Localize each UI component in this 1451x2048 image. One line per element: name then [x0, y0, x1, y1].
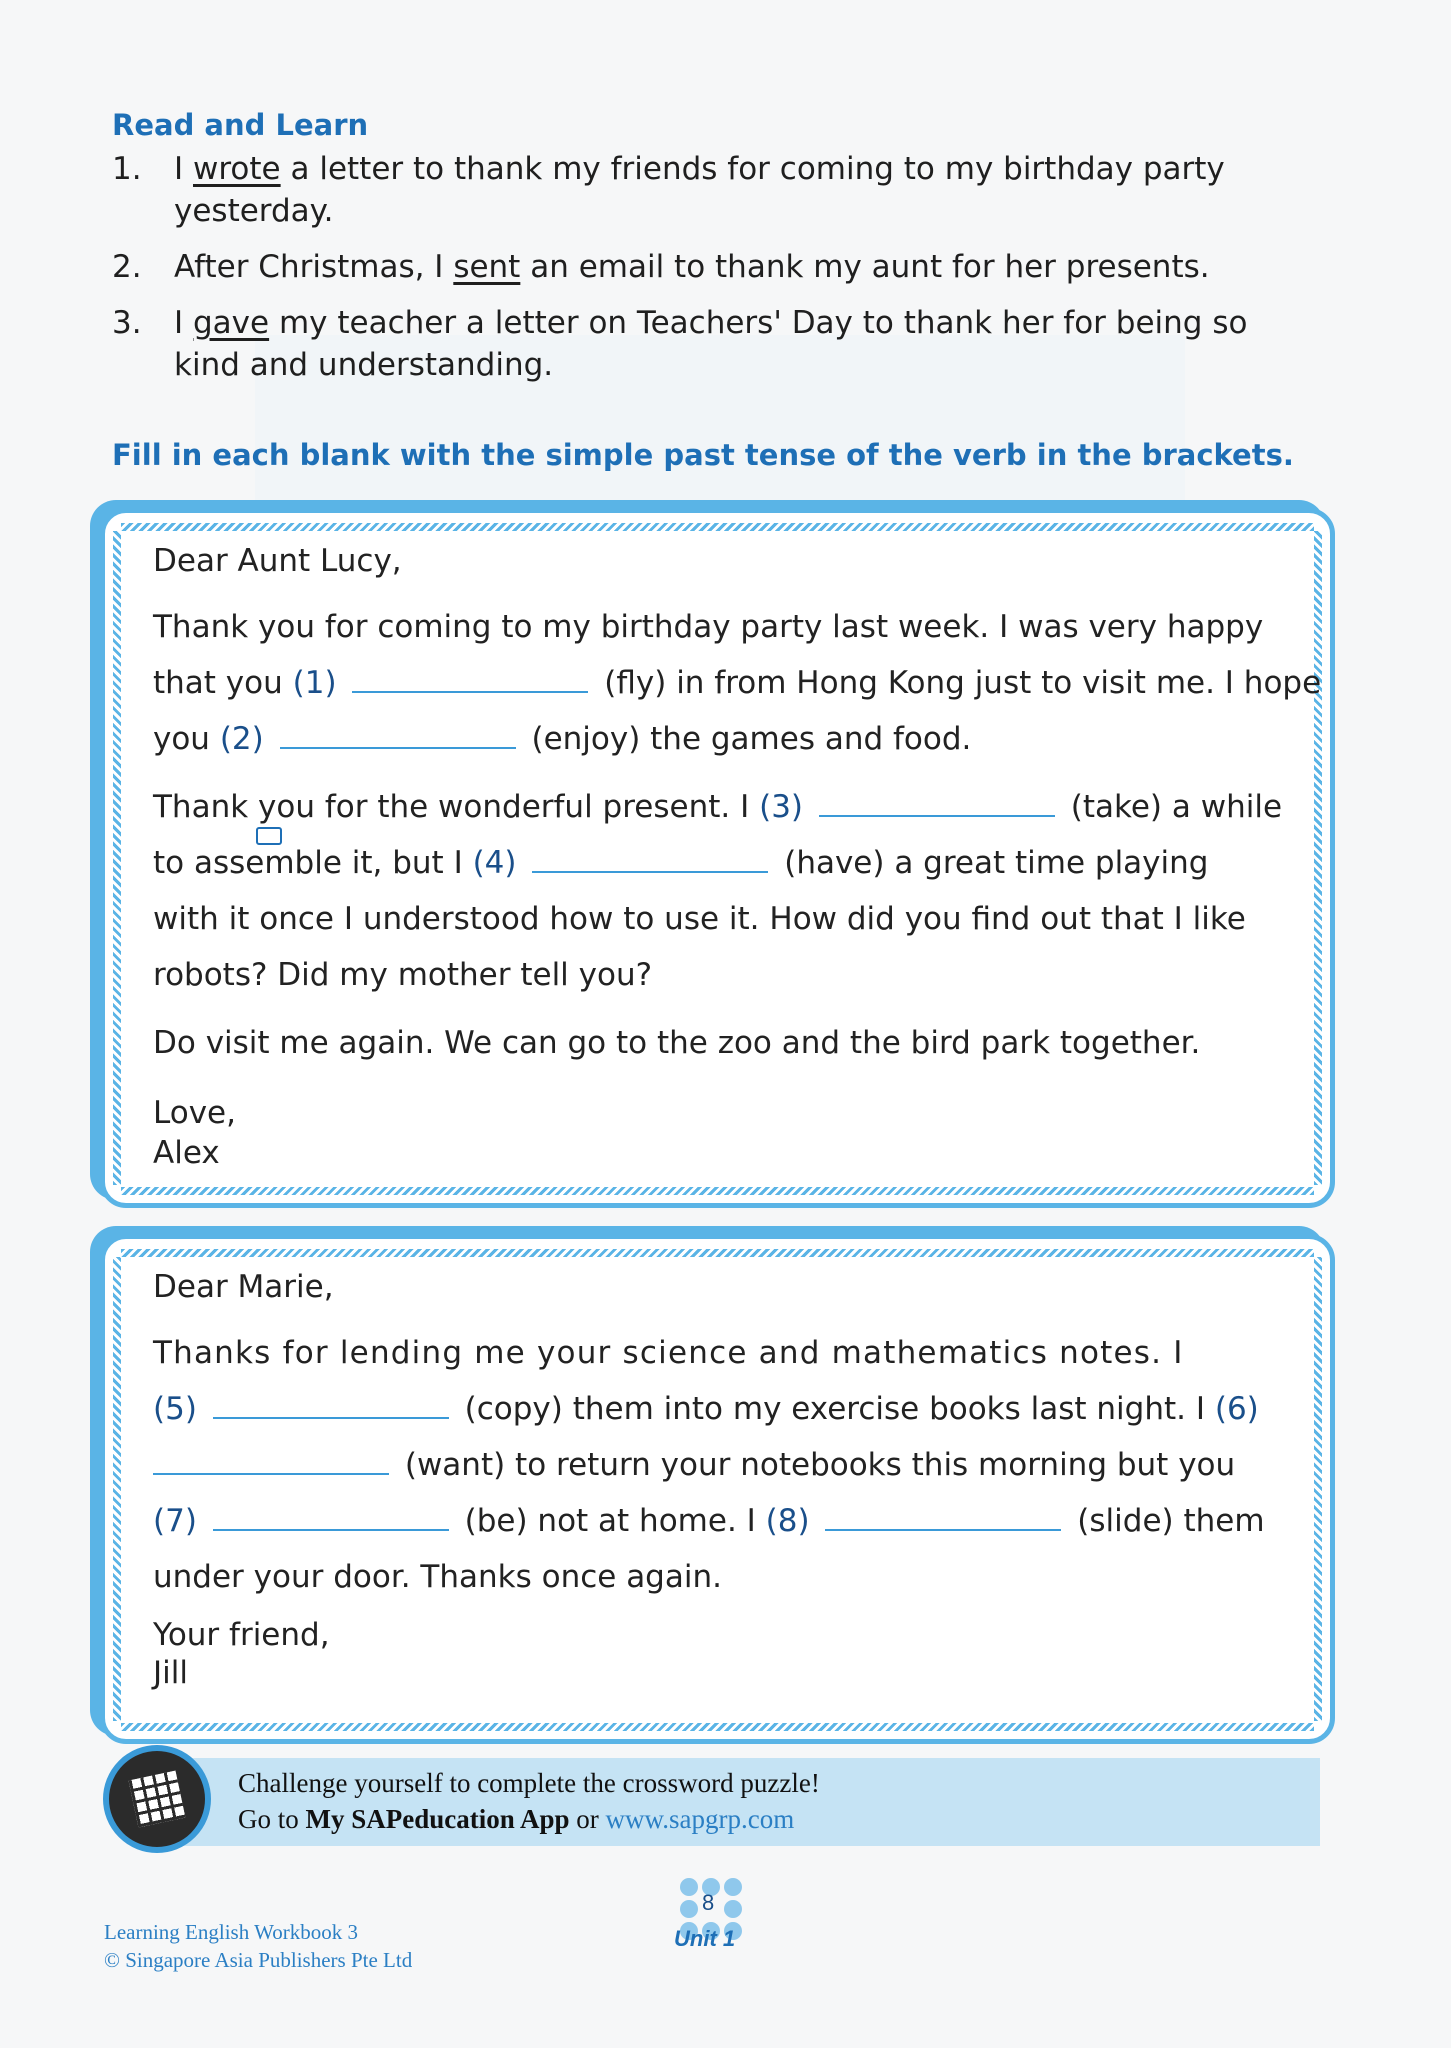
- answer-blank-3[interactable]: [819, 789, 1055, 817]
- blank-number: (8): [765, 1503, 810, 1539]
- learn-item: 2. After Christmas, I sent an email to thank my aunt for her presents.: [112, 249, 1210, 285]
- website-link[interactable]: www.sapgrp.com: [605, 1804, 795, 1834]
- blank-number: (3): [759, 789, 804, 825]
- blank-number: (7): [153, 1503, 197, 1539]
- answer-blank-2[interactable]: [280, 721, 516, 749]
- page-number: 8: [702, 1890, 715, 1915]
- blank-number: (5): [153, 1391, 197, 1427]
- answer-blank-7[interactable]: [213, 1503, 449, 1531]
- blank-number: (2): [219, 721, 264, 757]
- letter-greeting: Dear Aunt Lucy,: [153, 543, 402, 579]
- copyright: © Singapore Asia Publishers Pte Ltd: [104, 1948, 413, 1972]
- read-and-learn-list: [112, 148, 1322, 400]
- blank-number: (4): [472, 845, 517, 881]
- past-tense-verb: wrote: [193, 151, 281, 187]
- pen-mark-icon: [256, 827, 282, 845]
- letter-closing: Your friend,: [153, 1617, 330, 1653]
- app-name: My SAPeducation App: [305, 1804, 570, 1834]
- answer-blank-5[interactable]: [213, 1391, 449, 1419]
- unit-label: Unit 1: [674, 1926, 736, 1951]
- blank-number: (1): [292, 665, 337, 701]
- letter-box-aunt-lucy: Dear Aunt Lucy, Thank you for coming to my birthday party last week. I was very happy that you (1) (fly) in from Hong Kong just to visit me. I hope you (2) (enjoy) the games and food. Thank you for the wonderful present. I (3) (take) a while to assemble it, but I (4) (have) a great time playing with it once I understood how to use it. How did you find out that I like robots? Did my mother tell you? Do visit me again. We can go to the zoo and the bird park together. Love, Alex: [100, 508, 1335, 1208]
- footer-credits: [104, 1918, 412, 1974]
- book-title: Learning English Workbook 3: [104, 1920, 358, 1944]
- past-tense-verb: gave: [193, 305, 270, 341]
- blank-number: (6): [1214, 1391, 1259, 1427]
- section-title: Read and Learn: [112, 108, 369, 142]
- answer-blank-6[interactable]: [153, 1447, 389, 1475]
- letter-closing: Love,: [153, 1095, 236, 1131]
- letter-greeting: Dear Marie,: [153, 1269, 334, 1305]
- letter-signature: Jill: [153, 1655, 188, 1691]
- letter-signature: Alex: [153, 1135, 220, 1171]
- learn-item: 1. I wrote a letter to thank my friends for coming to my birthday party yesterday.: [112, 151, 1225, 229]
- letter-box-marie: Dear Marie, Thanks for lending me your science and mathematics notes. I (5) (copy) them into my exercise books last night. I (6) (want) to return your notebooks this morning but you (7) (be) not at home. I (8) (slide) them under your door. Thanks once again. Your friend, Jill: [100, 1234, 1335, 1744]
- learn-item: 3. I gave my teacher a letter on Teachers' Day to thank her for being so kind and understanding.: [112, 305, 1248, 383]
- exercise-instruction: Fill in each blank with the simple past tense of the verb in the brackets.: [112, 438, 1294, 472]
- crossword-icon: [103, 1745, 211, 1853]
- challenge-text: Challenge yourself to complete the crossword puzzle! Go to My SAPeducation App or www.sapgrp.com: [238, 1768, 820, 1834]
- past-tense-verb: sent: [453, 249, 521, 285]
- answer-blank-4[interactable]: [532, 845, 768, 873]
- answer-blank-8[interactable]: [825, 1503, 1061, 1531]
- answer-blank-1[interactable]: [352, 665, 588, 693]
